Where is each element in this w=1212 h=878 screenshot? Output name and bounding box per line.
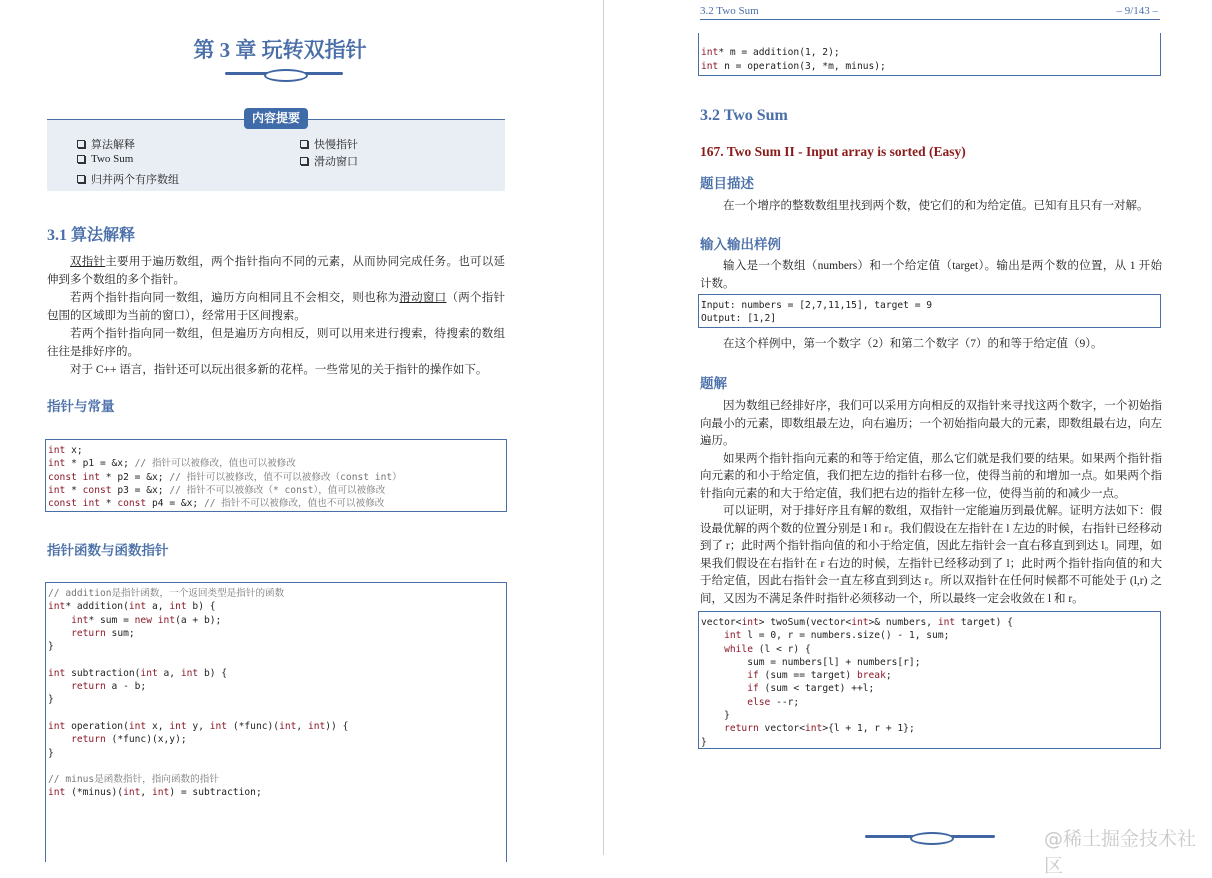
paragraph-text: 主要用于遍历数组，两个指针指向不同的元素，从而协同完成任务。也可以延伸到多个数组的多个指针。 (47, 256, 506, 286)
paragraph-text: 若两个指针指向同一数组，遍历方向相同且不会相交，则也称为 (70, 292, 400, 304)
summary-tag: 内容提要 (244, 108, 308, 129)
summary-item-label: 滑动窗口 (314, 156, 358, 168)
subsection-heading: 输入输出样例 (700, 237, 781, 252)
paragraph (47, 289, 505, 325)
code-line (48, 760, 504, 773)
summary-item-label: 算法解释 (91, 139, 135, 151)
right-page (604, 0, 1212, 877)
checkbox-icon (77, 155, 85, 163)
code-line: const int * p2 = &x; // 指针可以被修改，值不可以被修改（const int） (48, 471, 402, 483)
code-line: } (48, 641, 54, 653)
code-line: int * p1 = &x; // 指针可以被修改，值也可以被修改 (48, 458, 296, 470)
code-line: return sum; (71, 627, 135, 639)
paragraph: 如果两个指针指向元素的和等于给定值，那么它们就是我们要的结果。如果两个指针指向元素的和小于给定值，我们把左边的指针右移一位，使得当前的和增加一点。如果两个指针指向元素的和大于给定值，我们把右边的指针左移一位，使得当前的和减少一点。 (700, 452, 1162, 500)
code-line: } (701, 736, 707, 748)
section-heading: 3.2 Two Sum (700, 107, 788, 124)
code-line: Output: [1,2] (701, 313, 777, 325)
paragraph: 对于 C++ 语言，指针还可以玩出很多新的花样。一些常见的关于指针的操作如下。 (70, 364, 488, 376)
paragraph: 若两个指针指向同一数组，但是遍历方向相反，则可以用来进行搜索，待搜索的数组往往是排好序的。 (47, 328, 505, 358)
paragraph: 在一个增序的整数数组里找到两个数，使它们的和为给定值。已知有且只有一对解。 (723, 200, 1149, 212)
checkbox-icon (77, 175, 85, 183)
watermark: @稀土掘金技术社区 (1044, 828, 1197, 877)
paragraph (47, 253, 505, 289)
summary-item (77, 171, 179, 187)
code-line: int * const p3 = &x; // 指针不可以被修改（* const），值可以被修改 (48, 484, 386, 496)
code-line (701, 33, 1158, 46)
header-rule (700, 19, 1160, 20)
code-line: sum = numbers[l] + numbers[r]; (701, 656, 921, 668)
code-line: int* sum = new int(a + b); (71, 614, 222, 626)
problem-title: 167. Two Sum II - Input array is sorted (Easy) (700, 144, 966, 159)
code-line: int* m = addition(1, 2); (701, 47, 840, 59)
code-line: return a - b; (71, 681, 147, 693)
code-line: const int * const p4 = &x; // 指针不可以被修改，值也不可以被修改 (48, 498, 385, 510)
page-number: – 9/143 – (1116, 5, 1158, 17)
ornament-divider (865, 835, 995, 838)
summary-item-label: 快慢指针 (314, 139, 358, 151)
code-line: } (48, 694, 54, 706)
code-line: vector<int> twoSum(vector<int>& numbers, int target) { (701, 617, 1013, 628)
code-line: else --r; (747, 696, 800, 708)
code-line: if (sum == target) break; (747, 670, 892, 682)
code-line (48, 707, 504, 720)
code-line: int subtraction(int a, int b) { (48, 667, 228, 679)
summary-box (47, 119, 505, 191)
code-line: // minus是函数指针，指向函数的指针 (48, 774, 219, 786)
checkbox-icon (300, 157, 308, 165)
code-block (698, 33, 1161, 76)
code-line: int x; (48, 445, 83, 456)
code-line: int n = operation(3, *m, minus); (701, 60, 886, 72)
code-block (698, 611, 1161, 749)
term-link[interactable]: 滑动窗口 (399, 292, 447, 304)
subsection-heading: 题目描述 (700, 176, 754, 191)
ornament-divider (225, 72, 343, 75)
code-line: int* addition(int a, int b) { (48, 601, 216, 613)
summary-item (77, 153, 133, 165)
code-line: } (48, 747, 54, 759)
code-line (48, 653, 504, 666)
solution-body (700, 398, 1162, 608)
paragraph: 在这个样例中，第一个数字（2）和第二个数字（7）的和等于给定值（9）。 (723, 338, 1103, 350)
subsection-heading: 题解 (700, 376, 727, 391)
summary-item-label: 归并两个有序数组 (91, 174, 179, 186)
summary-item (300, 153, 358, 169)
paragraph-text: （两个指针包围的区域即为当前的窗口），经常用于区间搜索。 (47, 292, 506, 322)
chapter-title: 第 3 章 玩转双指针 (193, 38, 367, 62)
left-page (0, 0, 603, 855)
code-line: if (sum < target) ++l; (747, 683, 875, 695)
running-header-section: 3.2 Two Sum (700, 5, 759, 17)
section-heading: 3.1 算法解释 (47, 227, 136, 244)
code-line: int (*minus)(int, int) = subtraction; (48, 787, 262, 799)
checkbox-icon (77, 140, 85, 148)
term-link[interactable]: 双指针 (70, 256, 106, 268)
code-line: int operation(int x, int y, int (*func)(int, int)) { (48, 720, 349, 732)
code-line: Input: numbers = [2,7,11,15], target = 9 (701, 300, 933, 311)
subsection-heading: 指针与常量 (47, 399, 115, 414)
checkbox-icon (300, 140, 308, 148)
summary-item (77, 136, 135, 152)
code-block (45, 582, 507, 862)
subsection-heading: 指针函数与函数指针 (47, 543, 169, 558)
summary-item (300, 136, 358, 152)
code-line: } (701, 710, 730, 722)
code-line: return (*func)(x,y); (71, 734, 187, 746)
paragraph: 可以证明，对于排好序且有解的数组，双指针一定能遍历到最优解。证明方法如下：假设最优解的两个数的位置分别是 l 和 r。我们假设在左指针在 l 左边的时候，右指针已经移动到了 r；此时两个指针指向值的和小于给定值，因此左指针会一直右移直到到达 l。同理，如果我们假设在右指针在 r 右边的时候，左指针已经移动到了 l；此时两个指针指向值的和大于给定值，因此右指针会一直左移直到到达 r。所以双指针在任何时候都不可能处于 (l,r) 之间，又因为不满足条件时指针必须移动一个，所以最终一定会收敛在 l 和 r。 (700, 505, 1162, 605)
summary-item-label: Two Sum (91, 153, 134, 165)
code-line: while (l < r) { (724, 643, 811, 655)
paragraph: 因为数组已经排好序，我们可以采用方向相反的双指针来寻找这两个数字，一个初始指向最小的元素，即数组最左边，向右遍历；一个初始指向最大的元素，即数组最右边，向左遍历。 (700, 400, 1162, 447)
code-block (45, 439, 507, 512)
code-block (698, 294, 1161, 328)
paragraph: 输入是一个数组（numbers）和一个给定值（target）。输出是两个数的位置，从 1 开始计数。 (700, 260, 1162, 290)
code-line: // addition是指针函数，一个返回类型是指针的函数 (48, 588, 285, 599)
code-line: int l = 0, r = numbers.size() - 1, sum; (724, 630, 950, 642)
code-line: return vector<int>{l + 1, r + 1}; (724, 723, 915, 735)
section-body (47, 253, 505, 379)
